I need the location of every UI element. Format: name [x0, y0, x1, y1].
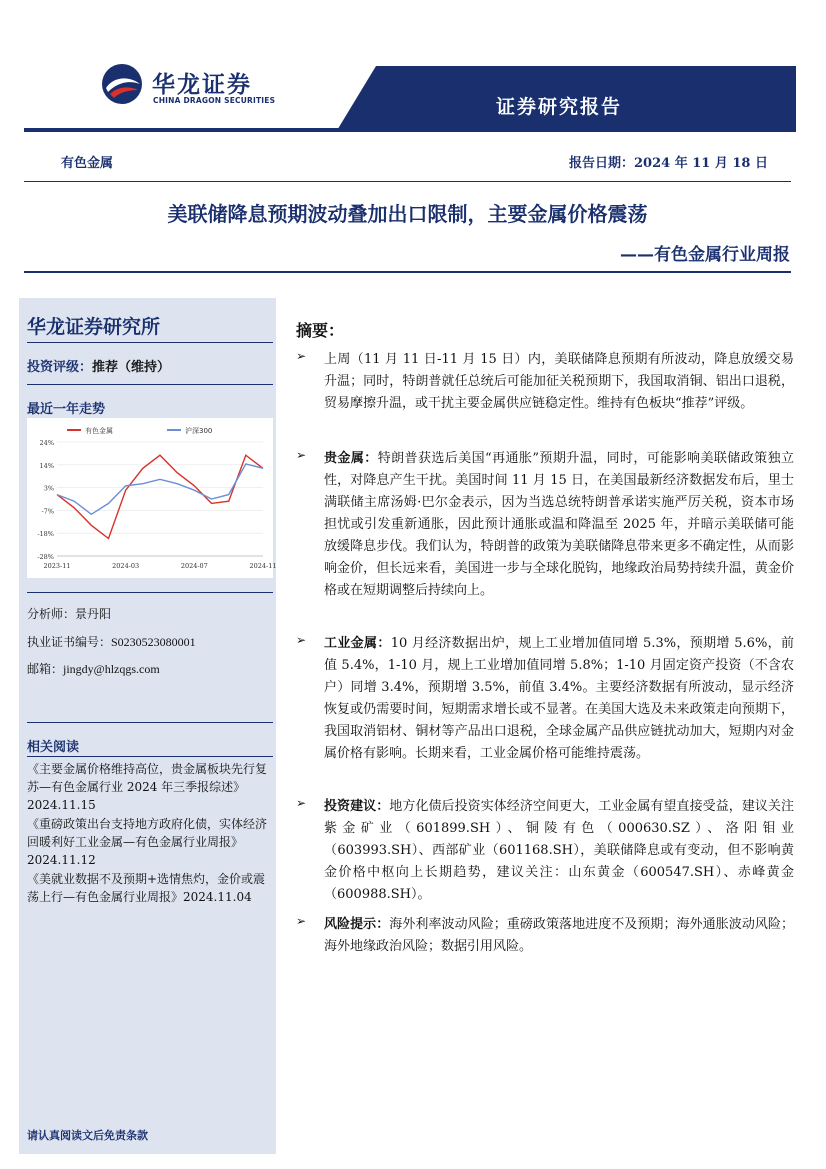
- summary-label: 工业金属：: [324, 636, 391, 651]
- divider: [27, 756, 273, 757]
- summary-label: 投资建议：: [324, 799, 390, 814]
- y-tick-label: 3%: [43, 484, 54, 493]
- divider: [24, 271, 791, 273]
- report-date: 报告日期：2024 年 11 月 18 日: [569, 156, 768, 171]
- summary-text: 特朗普获选后美国“再通胀”预期升温，同时，可能影响美联储政策独立性，对降息产生干扰。美国时间 11 月 15 日，在美国最新经济数据发布后，里士满联储主席汤姆·巴尔金表示，因为当选总统特朗普承诺实施严厉关税，资本市场担忧或引发重新通胀，因此预计通胀或温和降温至 2025 年，并暗示美联储可能放缓降息步伐。我们认为，特朗普的政策为美联储降息带来更多不确定性，从而影响金价，但长远来看，美国进一步与全球化脱钩，地缘政治局势持续升温，黄金价格或在短期调整后持续向上。: [324, 451, 794, 598]
- summary-text: 10 月经济数据出炉，规上工业增加值同增 5.3%，预期增 5.6%，前值 5.4%，1-10 月，规上工业增加值同增 5.8%；1-10 月固定资产投资（不含农户）同增 3.4%，预期增 3.5%，前值 3.4%。主要经济数据有所波动，显示经济恢复或仍需要时间，短期需求增长或不显著。在美国大选及未来政策走向预期下，我国取消铝材、铜材等产品出口退税，全球金属产品供应链扰动加大，短期内对金属价格有影响。长期来看，工业金属价格可能维持震荡。: [324, 636, 794, 761]
- trend-chart: [27, 418, 277, 578]
- analyst-email[interactable]: 邮箱：jingdy@hlzqgs.com: [27, 662, 160, 676]
- investment-rating: [27, 356, 170, 375]
- rating-value: 推荐（维持）: [92, 360, 171, 375]
- summary-label: 风险提示：: [324, 917, 390, 932]
- trend-title: 最近一年走势: [27, 402, 106, 417]
- report-title: 美联储降息预期波动叠加出口限制，主要金属价格震荡: [167, 202, 648, 226]
- y-tick-label: -7%: [41, 507, 54, 516]
- logo-english-name: CHINA DRAGON SECURITIES: [153, 96, 276, 105]
- rating-label: 投资评级：: [27, 360, 93, 375]
- arrow-bullet-icon: ➢: [296, 796, 307, 810]
- analyst-cert: 执业证书编号：S0230523080001: [27, 635, 196, 649]
- summary-label: 贵金属：: [324, 451, 378, 466]
- related-item[interactable]: 《主要金属价格维持高位，贵金属板块先行复苏—有色金属行业 2024 年三季报综述》2024.11.15: [27, 762, 268, 812]
- report-subtitle: ——有色金属行业周报: [620, 245, 790, 265]
- divider: [27, 342, 273, 343]
- related-item[interactable]: 《美就业数据不及预期+选情焦灼，金价或震荡上行—有色金属行业周报》2024.11.04: [27, 872, 266, 904]
- y-tick-label: 24%: [39, 439, 54, 447]
- y-tick-label: -28%: [37, 553, 54, 561]
- summary-title: 摘要：: [296, 321, 345, 340]
- y-tick-label: -18%: [37, 530, 54, 539]
- arrow-bullet-icon: ➢: [296, 914, 307, 928]
- legend-label: 有色金属: [85, 427, 113, 435]
- analyst-name: 分析师：景丹阳: [27, 607, 112, 621]
- y-tick-label: 14%: [39, 461, 54, 470]
- x-tick-label: 2024-11: [249, 562, 277, 570]
- x-tick-label: 2024-07: [180, 562, 208, 570]
- report-type-label: 证券研究报告: [496, 96, 623, 118]
- x-tick-label: 2024-03: [112, 562, 140, 570]
- arrow-bullet-icon: ➢: [296, 349, 307, 363]
- logo-chinese-name: 华龙证券: [152, 72, 252, 98]
- sector-label: 有色金属: [61, 156, 114, 171]
- arrow-bullet-icon: ➢: [296, 633, 307, 647]
- divider: [27, 592, 273, 593]
- divider: [27, 722, 273, 723]
- related-item[interactable]: 《重磅政策出台支持地方政府化债，实体经济回暖利好工业金属—有色金属行业周报》2024.11.12: [27, 817, 268, 867]
- institute-name: 华龙证券研究所: [27, 316, 161, 338]
- arrow-bullet-icon: ➢: [296, 448, 307, 462]
- disclaimer-note: 请认真阅读文后免责条款: [27, 1129, 148, 1142]
- divider: [24, 181, 791, 182]
- divider: [27, 384, 273, 385]
- related-reading-title: 相关阅读: [27, 740, 80, 755]
- header-banner: [0, 66, 826, 136]
- summary-text: 地方化债后投资实体经济空间更大，工业金属有望直接受益，建议关注紫金矿业（601899.SH）、铜陵有色（000630.SZ）、洛阳钼业（603993.SH）、西部矿业（601168.SH），美联储降息或有变动，但不影响黄金价格中枢向上长期趋势，建议关注：山东黄金（600547.SH）、赤峰黄金（600988.SH）。: [324, 799, 794, 902]
- summary-text: 海外利率波动风险；重磅政策落地进度不及预期；海外通胀波动风险；海外地缘政治风险；数据引用风险。: [324, 917, 794, 954]
- legend-label: 沪深300: [185, 427, 213, 435]
- summary-text: 上周（11 月 11 日-11 月 15 日）内，美联储降息预期有所波动，降息放缓交易升温；同时，特朗普就任总统后可能加征关税预期下，我国取消铜、铝出口退税，贸易摩擦升温，或干扰主要金属供应链稳定性。维持有色板块“推荐”评级。: [324, 352, 794, 411]
- x-tick-label: 2023-11: [43, 562, 71, 570]
